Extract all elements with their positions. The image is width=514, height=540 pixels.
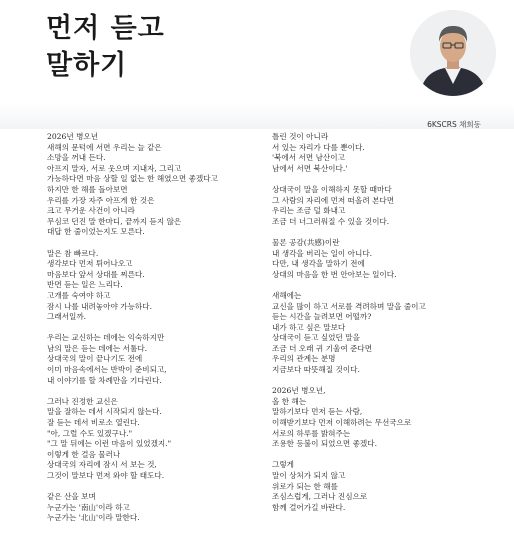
poem-line: 크고 무거운 사건이 아니라 <box>47 206 135 216</box>
poem-line: 누군가는 '南山'이라 하고 <box>47 502 130 512</box>
poem-line: "아, 그럴 수도 있겠구나." <box>47 428 133 438</box>
poem-line: 남에서 서면 북산이다.' <box>272 163 348 173</box>
poem-stanza <box>272 185 482 227</box>
poem-line: 그래서일까. <box>47 312 87 322</box>
poem-stanza <box>272 238 482 280</box>
poem-left-column <box>47 132 257 535</box>
poem-line: 상대국이 듣고 싶었던 말을 <box>272 333 360 343</box>
poem-line: 물론 공감(共感)이란 <box>272 237 340 247</box>
poem-stanza <box>272 291 482 376</box>
poem-line: 이미 마음속에서는 반박이 준비되고, <box>47 365 167 375</box>
poem-stanza <box>272 132 482 174</box>
poem-stanza <box>272 386 482 450</box>
poem-line: 대답 한 줄이었는지도 모른다. <box>47 227 145 237</box>
poem-stanza <box>47 492 257 524</box>
poem-line: 가능하다면 마음 상할 일 없는 한 해였으면 좋겠다고 <box>47 174 218 184</box>
poem-line: 내 이야기를 할 차례만을 기다린다. <box>47 375 162 385</box>
poem-line: 말을 잘하는 데서 시작되지 않는다. <box>47 407 162 417</box>
poem-line: 조용한 등불이 되었으면 좋겠다. <box>272 439 378 449</box>
poem-line: '북에서 서면 남산이고 <box>272 153 345 163</box>
poem-line: 무심코 던진 말 한마디, 끝까지 듣지 않은 <box>47 216 182 226</box>
poem-line: 2026년 병오년 <box>47 132 99 141</box>
poem-line: 올 한 해는 <box>272 396 307 406</box>
poem-line: 그 사람의 자리에 먼저 떠올려 본다면 <box>272 195 395 205</box>
poem-line: 조심스럽게, 그러나 진심으로 <box>272 492 368 502</box>
poem-line: 조금 더 오래 귀 기울여 준다면 <box>272 343 373 353</box>
poem-line: 생각보다 먼저 튀어나오고 <box>47 259 133 269</box>
poem-line: 위로가 되는 한 해를 <box>272 481 338 491</box>
poem-line: 듣는 시간을 늘려보면 어떨까? <box>272 312 372 322</box>
author-name: 6KSCRS 채희동 <box>427 120 481 129</box>
poem-line: 이렇게 한 걸음 물러나 <box>47 449 121 459</box>
poem-line: 같은 산을 보며 <box>47 492 96 502</box>
poem-line: 고개를 숙여야 하고 <box>47 290 111 300</box>
poem-right-column <box>272 132 482 524</box>
title-line-1: 먼저 듣고 <box>46 13 165 44</box>
poem-stanza <box>47 333 257 386</box>
poem-line: 누군가는 '北山'이라 말한다. <box>47 513 140 523</box>
poem-line: 2026년 병오년, <box>272 386 326 396</box>
poem-line: 말이 상처가 되지 않고 <box>272 471 346 480</box>
poem-line: 이해받기보다 먼저 이해하려는 무선국으로 <box>272 418 412 428</box>
poem-line: 상대국의 자리에 잠시 서 보는 것, <box>47 460 157 470</box>
poem-line: 지금보다 따뜻해질 것이다. <box>272 365 360 375</box>
poem-line: 말하기보다 먼저 듣는 사람, <box>272 407 363 417</box>
poem-line: 서 있는 자리가 다를 뿐이다. <box>272 142 365 152</box>
poem-line: 그것이 말보다 먼저 와야 할 태도다. <box>47 471 165 480</box>
poem-line: 상대의 마음을 한 번 안아보는 일이다. <box>272 269 397 279</box>
poem-line: 잘 듣는 데서 비로소 열린다. <box>47 418 140 428</box>
poem-stanza <box>47 132 257 238</box>
poem-stanza <box>47 249 257 323</box>
poem-line: 우리의 관계는 분명 <box>272 354 336 364</box>
poem-line: 마음보다 앞서 상대를 찌른다. <box>47 269 145 279</box>
poem-line: 새해에는 <box>272 290 302 300</box>
poem-line: 상대국이 말을 이해하지 못할 때마다 <box>272 184 392 194</box>
poem-line: 말은 참 빠르다. <box>47 248 99 258</box>
poem-line: 다만, 내 생각을 말하기 전에 <box>272 259 365 269</box>
poem-line: 하지만 한 해를 돌아보면 <box>47 184 128 194</box>
poem-line: 그러나 진정한 교신은 <box>47 396 118 406</box>
poem-line: 아프지 말자, 서로 웃으며 지내자, 그리고 <box>47 163 182 173</box>
poem-line: 내 생각을 버리는 일이 아니다. <box>272 248 373 258</box>
poem-line: 교신을 많이 하고 서로를 격려하며 말을 줄이고 <box>272 301 426 311</box>
poem-line: 우리는 조금 덜 화내고 <box>272 206 346 216</box>
poem-line: 조금 더 너그러워질 수 있을 것이다. <box>272 216 390 226</box>
poem-line: 서로의 하루를 밝혀주는 <box>272 428 351 438</box>
poem-line: 함께 걸어가길 바란다. <box>272 502 346 512</box>
poem-line: "그 말 뒤에는 이런 마음이 있었겠지." <box>47 439 172 449</box>
poem-line: 상대국의 말이 끝나기도 전에 <box>47 354 143 364</box>
poem-stanza <box>272 460 482 513</box>
poem-line: 소망을 꺼내 든다. <box>47 153 106 163</box>
poem-line: 잠시 나를 내려놓아야 가능하다. <box>47 301 153 311</box>
poem-line: 새해의 문턱에 서면 우리는 늘 같은 <box>47 142 162 152</box>
poem-line: 내가 하고 싶은 말보다 <box>272 322 346 332</box>
person-portrait-icon <box>410 10 496 96</box>
title-line-2: 말하기 <box>46 50 128 81</box>
poem-stanza <box>47 397 257 482</box>
poem-line: 우리를 가장 자주 아프게 한 것은 <box>47 195 155 205</box>
poem-line: 그렇게 <box>272 460 295 470</box>
poem-line: 틀린 것이 아니라 <box>272 132 329 141</box>
poem-line: 남의 말은 듣는 데에는 서툴다. <box>47 343 148 353</box>
page-title <box>46 10 165 84</box>
author-photo <box>410 10 496 96</box>
poem-line: 우리는 교신하는 데에는 익숙하지만 <box>47 333 165 343</box>
poem-line: 반면 듣는 일은 느리다. <box>47 280 123 290</box>
